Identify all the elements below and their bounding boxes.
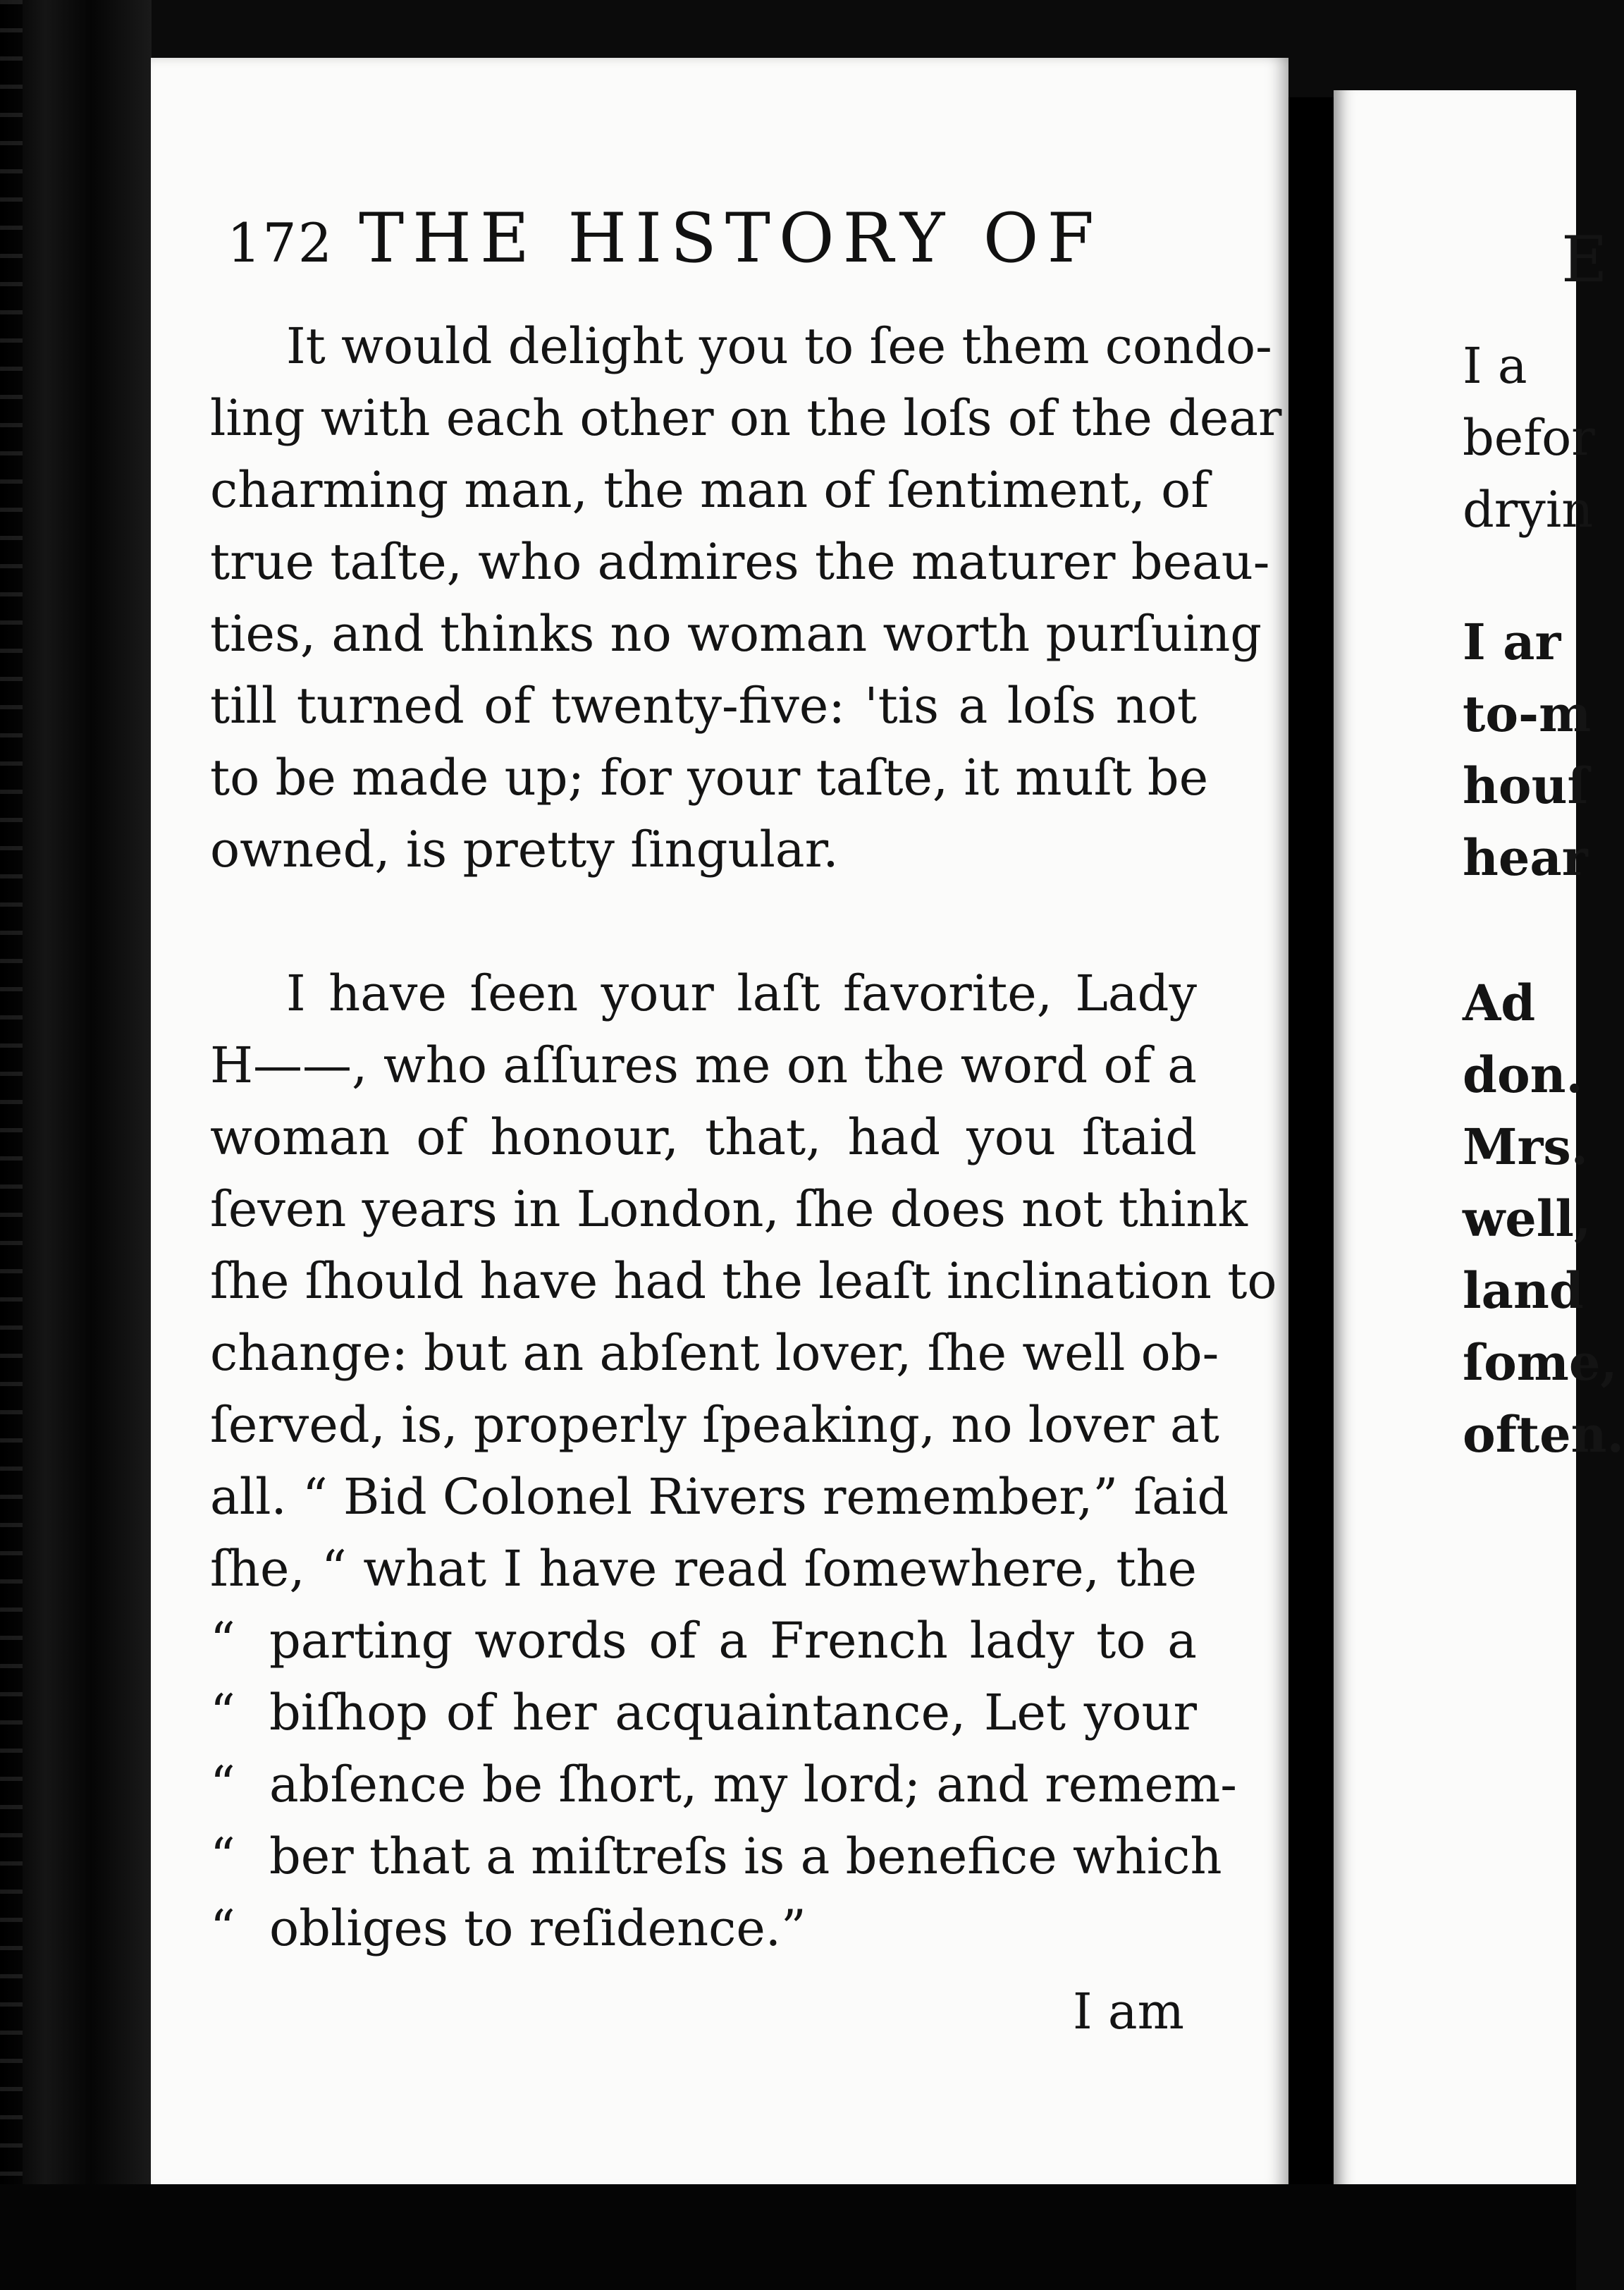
quote-mark: “ [210,1684,235,1741]
right-text-fragment: land [1463,1261,1584,1320]
right-text-fragment: often. [1463,1405,1624,1464]
running-head: THE HISTORY OF [359,199,1103,278]
text-line: till turned of twenty-five: 'tis a loſs not [210,677,1197,735]
right-text-fragment: houſ [1463,757,1589,815]
right-text-fragment: befor [1463,409,1595,467]
text-line: ſerved, is, properly ſpeaking, no lover at [210,1396,1219,1454]
right-text-fragment: don. [1463,1046,1583,1104]
quoted-line: “ ber that a miſtreſs is a benefice which [210,1820,1197,1892]
quoted-line: “ biſhop of her acquaintance, Let your [210,1677,1197,1749]
catchword: I am [1072,1983,1184,2040]
text-line: ſhe ſhould have had the leaſt inclination to [210,1252,1277,1310]
right-text-fragment: ſome, [1463,1333,1618,1392]
text-line: to be made up; for your taſte, it muſt be [210,749,1209,807]
text-line: change: but an abſent lover, ſhe well ob- [210,1324,1219,1382]
quote-mark: “ [210,1756,235,1813]
text-line: H——, who aſſures me on the word of a [210,1036,1197,1094]
quoted-line: “ abſence be ſhort, my lord; and remem- [210,1749,1197,1820]
right-text-fragment: well, [1463,1189,1592,1248]
scan-edge-bottom [0,2184,1576,2290]
page-number: 172 [227,212,334,274]
right-text-fragment: I a [1463,337,1527,395]
right-text-fragment: Mrs. [1463,1118,1589,1176]
quote-mark: “ [210,1827,235,1885]
quote-mark: “ [210,1899,235,1957]
right-text-fragment: Ad [1463,974,1536,1032]
text-line: ties, and thinks no woman worth purſuing [210,605,1262,663]
right-text-fragment: hear [1463,828,1588,887]
right-text-fragment: to-m [1463,685,1592,743]
text-line: true taſte, who admires the maturer beau- [210,533,1270,591]
right-running-head-fragment: E [1561,223,1608,297]
book-gutter [1288,97,1334,2212]
quoted-line: “ parting words of a French lady to a [210,1605,1197,1677]
quote-mark: “ [210,1612,235,1670]
right-text-fragment: dryin [1463,481,1594,539]
text-line: owned, is pretty ſingular. [210,821,839,878]
text-line: woman of honour, that, had you ſtaid [210,1108,1197,1166]
left-page-body [210,310,1282,1964]
text-line: ling with each other on the loſs of the dear [210,389,1282,447]
text-line: charming man, the man of ſentiment, of [210,461,1210,519]
page-header [227,199,1200,276]
text-line: I have ſeen your laſt favorite, Lady [286,965,1197,1022]
right-text-fragment: I ar [1463,613,1561,671]
scan-edge-left [0,0,152,2290]
quoted-line: “ obliges to reſidence.” [210,1892,1197,1964]
text-line: ſhe, “ what I have read ſomewhere, the [210,1540,1197,1598]
text-line: ſeven years in London, ſhe does not think [210,1180,1248,1238]
text-line: It would delight you to ſee them condo- [286,317,1272,375]
text-line: all. “ Bid Colonel Rivers remember,” ſaid [210,1468,1229,1526]
